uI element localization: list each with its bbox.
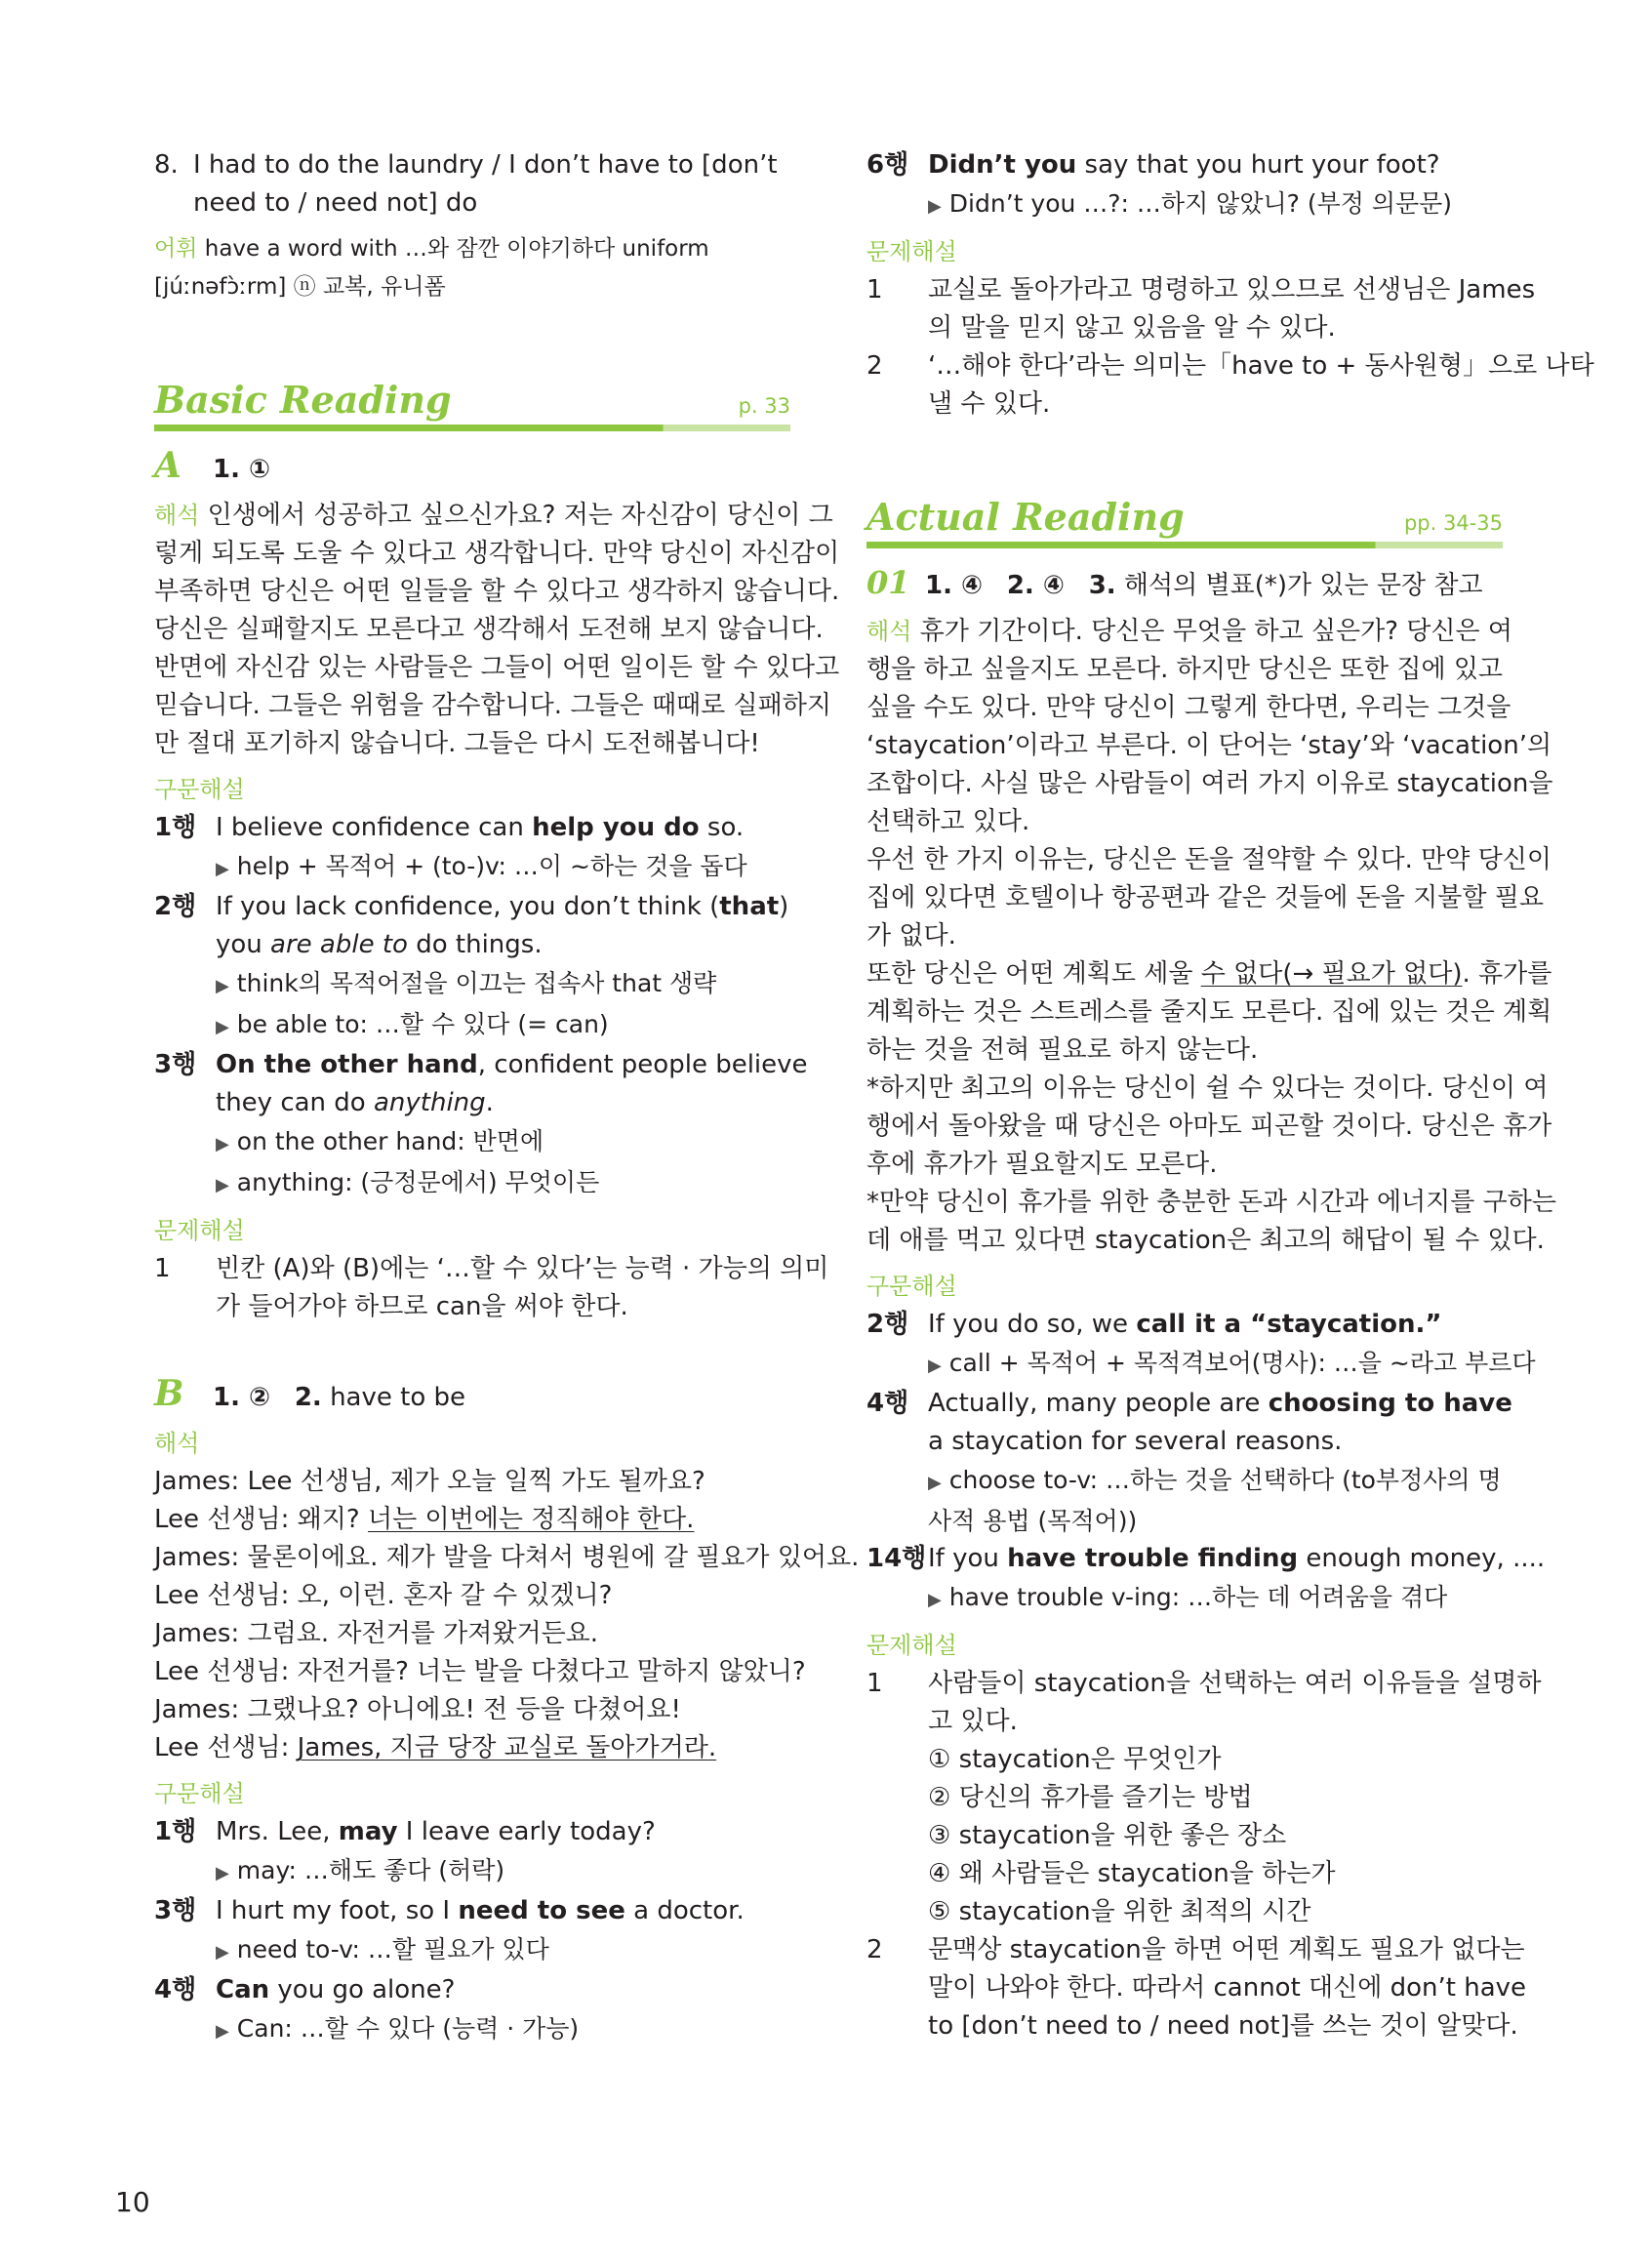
translation-line [866,613,1512,651]
line-ref: 4행 [866,1389,909,1418]
answer-text: 3. [1088,571,1116,600]
translation-01 [866,613,1557,1260]
syntax-label: 구문해설 [866,1273,957,1300]
translation-line [866,955,1552,993]
triangle-bullet-icon: ▶ [216,1175,229,1195]
italic-text: are able to [270,930,408,959]
syntax-row [154,1892,790,1930]
translation-line: 집에 있다면 호텔이나 항공편과 같은 것들에 돈을 지불할 필요 [866,883,1545,912]
translation-line: *하지만 최고의 이유는 당신이 쉴 수 있다는 것이다. 당신이 여 [866,1073,1549,1103]
note-text: may: …해도 좋다 (허락) [236,1856,505,1884]
triangle-bullet-icon: ▶ [216,1134,229,1154]
item-text [193,146,790,223]
page-number: 10 [115,2186,150,2218]
text: I hurt my foot, so I [216,1896,459,1925]
section-rule [154,425,790,431]
text: you go alone? [269,1975,456,2004]
syntax-label: 구문해설 [154,1780,245,1807]
choice-item: ③ staycation을 위한 좋은 장소 [928,1821,1287,1850]
line-ref: 1행 [154,1817,197,1846]
question-number: 01 [866,564,910,601]
right-column [866,146,1594,2045]
answer-text: 해석의 별표(*)가 있는 문장 참고 [1123,571,1483,600]
text: ‘…해야 한다’라는 의미는「have to + 동사원형」으로 나타 [928,351,1594,381]
text: , confident people believe [477,1050,808,1079]
translation-line: 후에 휴가가 필요할지도 모른다. [866,1150,1218,1179]
text: I leave early today? [397,1817,656,1846]
underlined-text: 수 없다(→ 필요가 없다) [1200,959,1463,989]
text: a staycation for several reasons. [928,1427,1343,1456]
translation-line [154,497,833,535]
explanation-number: 2 [866,351,883,381]
choice-item: ⑤ staycation을 위한 최적의 시간 [928,1897,1311,1926]
translation-line: 싶을 수도 있다. 만약 당신이 그렇게 한다면, 우리는 그것을 [866,693,1511,722]
basic-reading-heading [154,375,790,431]
syntax-text [216,1046,808,1122]
translation-line: ‘staycation’이라고 부른다. 이 단어는 ‘stay’와 ‘vacation’의 [866,731,1552,760]
choice-item: ④ 왜 사람들은 staycation을 하는가 [928,1859,1336,1888]
syntax-text [928,146,1503,184]
dialog-translation [154,1463,860,1767]
triangle-bullet-icon: ▶ [216,859,229,879]
translation-line: 렇게 되도록 도울 수 있다고 생각합니다. 만약 당신이 자신감이 [154,539,840,568]
bold-text: Can [216,1975,270,2004]
text: James: 물론이에요. 제가 발을 다쳐서 병원에 갈 필요가 있어요. [154,1543,860,1572]
text: James: 그랬나요? 아니에요! 전 등을 다쳤어요! [154,1695,681,1724]
text: . 휴가를 [1462,959,1552,989]
dialog-line [154,1653,806,1691]
triangle-bullet-icon: ▶ [216,976,229,996]
section-page-ref: p. 33 [738,394,790,418]
text: they can do [216,1088,374,1117]
text: 사람들이 staycation을 선택하는 여러 이유들을 설명하 [928,1669,1542,1698]
text: 빈칸 (A)와 (B)에는 ‘…할 수 있다’는 능력 · 가능의 의미 [216,1254,829,1283]
triangle-bullet-icon: ▶ [928,1590,942,1610]
bold-text: have trouble finding [1007,1544,1299,1573]
line-ref: 3행 [154,1896,197,1925]
syntax-text [928,1385,1512,1461]
syntax-note [154,1851,790,1892]
text: Actually, many people are [928,1389,1269,1418]
item-number: 8. [154,150,179,180]
note-text: on the other hand: 반면에 [236,1127,544,1155]
translation-line: 가 없다. [866,921,956,951]
note-text: anything: (긍정문에서) 무엇이든 [236,1168,600,1196]
text: James: 그럼요. 자전거를 가져왔거든요. [154,1619,599,1648]
bold-text: call it a “staycation.” [1136,1310,1442,1339]
translation-line: 믿습니다. 그들은 위험을 감수합니다. 그들은 때때로 실패하지 [154,691,832,720]
translation-line: 선택하고 있다. [866,807,1030,836]
note-text: think의 목적어절을 이끄는 접속사 that 생략 [236,969,717,997]
explanation-text [928,271,1535,347]
note-text: call + 목적어 + 목적격보어(명사): …을 ~라고 부르다 [948,1349,1536,1377]
text: you [216,930,271,959]
dialog-line [154,1615,790,1653]
syntax-note [866,1461,1503,1540]
item-line: I had to do the laundry / I don’t have to [don’t [193,150,778,180]
triangle-bullet-icon: ▶ [216,1942,229,1963]
syntax-text [216,1971,790,2009]
vocab-line: [júːnəfɔ̀ːrm] ⓝ 교복, 유니폼 [154,274,446,300]
syntax-row [866,1540,1546,1578]
italic-text: anything [373,1088,486,1117]
dialog-line [154,1501,790,1539]
translation-line: 행을 하고 싶을지도 모른다. 하지만 당신은 또한 집에 있고 [866,655,1504,684]
translation-line: 당신은 실패할지도 모른다고 생각해서 도전해 보지 않습니다. [154,615,824,644]
syntax-text [928,1540,1545,1578]
syntax-note [154,2009,790,2050]
text: James: Lee 선생님, 제가 오늘 일찍 가도 될까요? [154,1467,705,1496]
explanation-row [866,347,1594,424]
triangle-bullet-icon: ▶ [928,1356,942,1376]
syntax-row [866,1385,1512,1461]
text: . [485,1088,494,1117]
line-ref: 1행 [154,813,197,842]
answer-letter: A [154,445,181,486]
text: If you lack confidence, you don’t think ( [216,892,720,921]
explanation-text [928,347,1594,424]
section-page-ref: pp. 34-35 [1403,511,1503,535]
dialog-line [154,1463,790,1501]
syntax-note [866,184,1503,225]
text: If you [928,1544,1008,1573]
vocab-label: 어휘 [154,236,198,262]
bold-text: choosing to have [1268,1389,1512,1418]
dialog-line [154,1691,790,1729]
translation-line: 우선 한 가지 이유는, 당신은 돈을 절약할 수 있다. 만약 당신이 [866,845,1551,874]
note-text: Didn’t you …?: …하지 않았니? (부정 의문문) [948,189,1453,218]
answer-b [154,1375,790,1417]
answer-text: 1. ② [213,1383,271,1412]
text: Mrs. Lee, [216,1817,339,1846]
translation-line: 조합이다. 사실 많은 사람들이 여러 가지 이유로 staycation을 [866,769,1553,798]
explanation-row [154,1250,829,1326]
dialog-line [154,1577,790,1615]
line-ref: 4행 [154,1975,197,2004]
triangle-bullet-icon: ▶ [216,2021,229,2042]
section-rule [866,542,1503,548]
translation-line: 행에서 돌아왔을 때 당신은 아마도 피곤할 것이다. 당신은 휴가 [866,1112,1552,1141]
syntax-row [154,1971,790,2009]
bold-text: Didn’t you [928,150,1077,180]
syntax-text [216,888,790,964]
explanation-number: 1 [866,1669,883,1698]
answer-text: have to be [330,1383,466,1412]
explanation-text [928,1931,1526,2045]
note-text: be able to: …할 수 있다 (= can) [236,1010,609,1038]
line-ref: 2행 [866,1310,909,1339]
answer-a [154,447,790,489]
explanation-label: 문제해설 [866,238,957,265]
note-text: need to-v: …할 필요가 있다 [236,1935,549,1963]
section-title: Actual Reading [866,495,1185,539]
translation-line: 반면에 자신감 있는 사람들은 그들이 어떤 일이든 할 수 있다고 [154,653,840,682]
dialog-line [154,1729,790,1767]
syntax-note [154,964,790,1005]
text: do things. [407,930,543,959]
syntax-text [216,1892,790,1930]
answer-01 [866,564,1503,605]
answer-letter: B [154,1373,184,1414]
syntax-note [154,1930,790,1971]
bold-text: help you do [532,813,700,842]
explanation-row [866,271,1536,347]
syntax-note [154,847,790,888]
syntax-note [154,1122,790,1163]
text: so. [699,813,745,842]
answer-text: 1. ① [213,455,271,484]
bold-text: need to see [458,1896,625,1925]
syntax-row [154,809,790,847]
triangle-bullet-icon: ▶ [928,1473,942,1493]
syntax-text [216,1813,790,1851]
answer-item-8 [154,146,790,223]
text: If you do so, we [928,1310,1137,1339]
translation-line: 계획하는 것은 스트레스를 줄지도 모른다. 집에 있는 것은 계획 [866,997,1552,1027]
text: 낼 수 있다. [928,389,1051,419]
syntax-row [866,1306,1503,1344]
syntax-note [866,1344,1536,1385]
text: 말이 나와야 한다. 따라서 cannot 대신에 don’t have [928,1973,1527,2003]
underlined-text: 너는 이번에는 정직해야 한다. [367,1505,695,1534]
explanation-label: 문제해설 [866,1632,957,1659]
translation-label: 해석 [154,502,200,529]
line-ref: 6행 [866,150,909,180]
syntax-text [928,1306,1503,1344]
bold-text: that [719,892,780,921]
choice-item: ② 당신의 휴가를 즐기는 방법 [928,1783,1253,1812]
line-ref: 3행 [154,1050,197,1079]
translation-a [154,497,840,763]
dialog-line [154,1539,860,1577]
translation-label: 해석 [154,1430,200,1457]
syntax-note [154,1005,790,1046]
translation-text: 휴가 기간이다. 당신은 무엇을 하고 싶은가? 당신은 여 [919,617,1512,646]
text: ) [779,892,789,921]
triangle-bullet-icon: ▶ [928,196,942,217]
vocab-block [154,230,790,306]
translation-line: 하는 것을 전혀 필요로 하지 않는다. [866,1035,1259,1065]
text: 또한 당신은 어떤 계획도 세울 [866,959,1201,989]
line-ref: 2행 [154,892,197,921]
explanation-number: 1 [154,1254,171,1283]
explanation-number: 2 [866,1935,883,1964]
syntax-note [154,1163,790,1204]
text: 문맥상 staycation을 하면 어떤 계획도 필요가 없다는 [928,1935,1525,1964]
note-text: 사적 용법 (목적어)) [928,1507,1138,1535]
text: Lee 선생님: 자전거를? 너는 발을 다쳤다고 말하지 않았니? [154,1657,806,1686]
explanation-number: 1 [866,275,883,304]
note-text: choose to-v: …하는 것을 선택하다 (to부정사의 명 [948,1466,1502,1494]
syntax-row [866,146,1503,184]
text: 가 들어가야 하므로 can을 써야 한다. [216,1292,628,1321]
translation-label: 해석 [866,618,912,645]
actual-reading-heading [866,492,1503,548]
syntax-row [154,1813,790,1851]
text: a doctor. [625,1896,745,1925]
section-title: Basic Reading [154,378,452,422]
text: enough money, .... [1298,1544,1546,1573]
text: 의 말을 믿지 않고 있음을 알 수 있다. [928,313,1336,343]
line-ref: 14행 [866,1544,927,1573]
explanation-row [866,1931,1527,2045]
note-text: help + 목적어 + (to-)v: …이 ~하는 것을 돕다 [236,852,747,880]
translation-line: 만 절대 포기하지 않습니다. 그들은 다시 도전해봅니다! [154,729,760,758]
vocab-line: have a word with …와 잠깐 이야기하다 uniform [204,236,709,262]
underlined-text: James, 지금 당장 교실로 돌아가거라. [297,1733,717,1762]
text: to [don’t need to / need not]를 쓰는 것이 알맞다. [928,2011,1518,2041]
answer-text: 1. ④ [925,571,984,600]
choice-item: ① staycation은 무엇인가 [928,1745,1222,1774]
bold-text: On the other hand [216,1050,478,1079]
syntax-note [866,1578,1503,1619]
note-text: have trouble v-ing: …하는 데 어려움을 겪다 [948,1583,1448,1611]
syntax-row [154,1046,808,1122]
explanation-text [216,1250,828,1326]
text: 고 있다. [928,1707,1018,1736]
left-column [154,146,860,2050]
answer-text: 2. [294,1383,322,1412]
triangle-bullet-icon: ▶ [216,1863,229,1883]
text: Lee 선생님: 오, 이런. 혼자 갈 수 있겠니? [154,1581,613,1610]
text: I believe confidence can [216,813,533,842]
text: say that you hurt your foot? [1076,150,1440,180]
translation-text: 인생에서 성공하고 싶으신가요? 저는 자신감이 당신이 그 [207,501,833,530]
item-line: need to / need not] do [193,188,478,218]
translation-line: 데 애를 먹고 있다면 staycation은 최고의 해답이 될 수 있다. [866,1226,1545,1255]
syntax-label: 구문해설 [154,776,245,803]
syntax-row [154,888,790,964]
text: Lee 선생님: 왜지? [154,1505,368,1534]
explanation-label: 문제해설 [154,1217,245,1244]
note-text: Can: …할 수 있다 (능력 · 가능) [236,2014,580,2043]
triangle-bullet-icon: ▶ [216,1017,229,1037]
translation-line: *만약 당신이 휴가를 위한 충분한 돈과 시간과 에너지를 구하는 [866,1188,1557,1217]
explanation-row [866,1665,1542,1741]
syntax-text [216,809,790,847]
translation-line: 부족하면 당신은 어떤 일들을 할 수 있다고 생각하지 않습니다. [154,577,840,606]
bold-text: may [338,1817,398,1846]
text: 교실로 돌아가라고 명령하고 있으므로 선생님은 James [928,275,1536,304]
answer-text: 2. ④ [1006,571,1065,600]
explanation-text [928,1665,1542,1741]
text: Lee 선생님: [154,1733,298,1762]
